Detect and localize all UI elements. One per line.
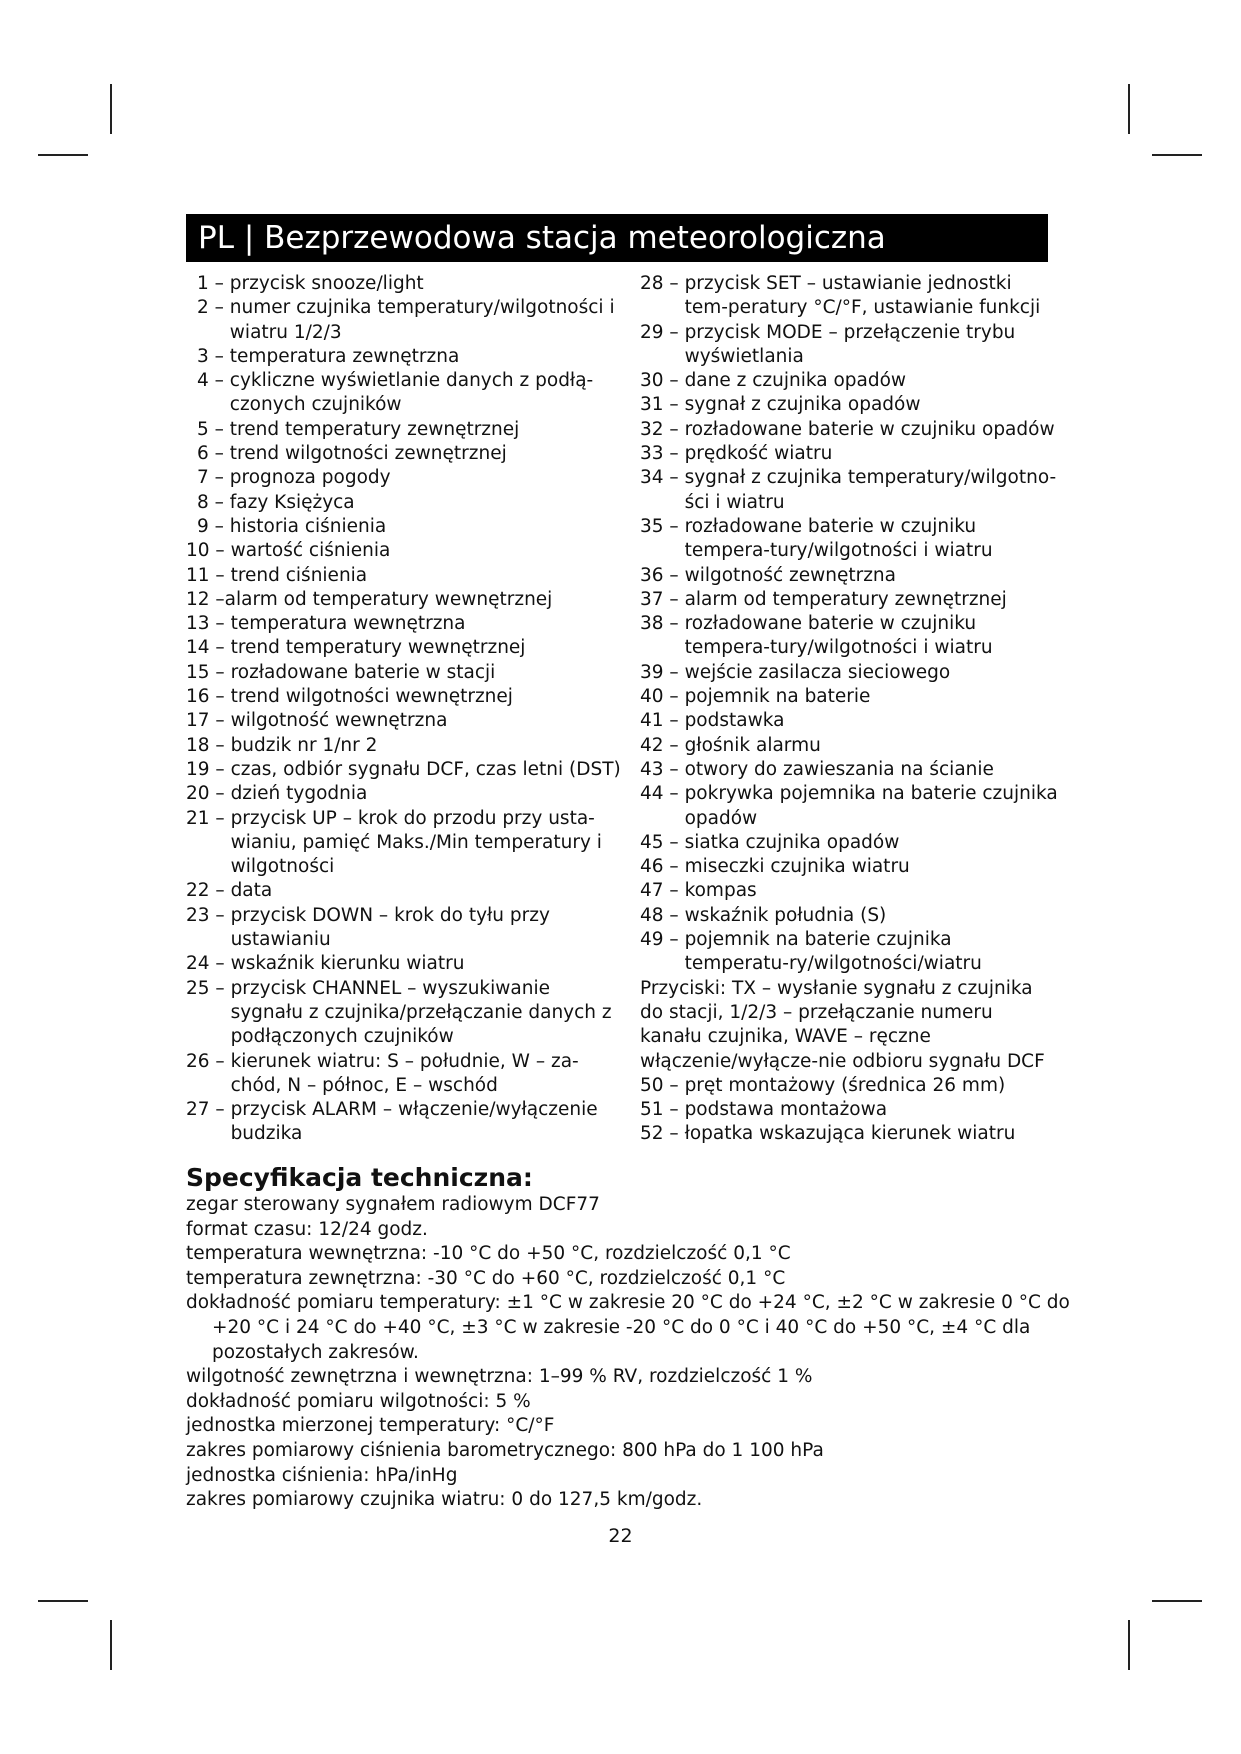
spec-section	[186, 1163, 1070, 1513]
list-item: 29 – przycisk MODE – przełączenie trybu wyświetlania	[640, 321, 1016, 367]
list-item: 33 – prędkość wiatru	[640, 443, 833, 465]
spec-line: zakres pomiarowy ciśnienia barometrycznego: 800 hPa do 1 100 hPa	[186, 1439, 824, 1461]
list-item: 43 – otwory do zawieszania na ścianie	[640, 758, 994, 780]
crop-mark	[110, 1620, 112, 1670]
spec-title: Specyfikacja techniczna:	[186, 1163, 533, 1192]
list-item: 40 – pojemnik na baterie	[640, 686, 871, 708]
list-item: 46 – miseczki czujnika wiatru	[640, 856, 910, 878]
crop-mark	[1128, 1620, 1130, 1670]
spec-line: temperatura wewnętrzna: -10 °C do +50 °C, rozdzielczość 0,1 °C	[186, 1243, 791, 1265]
list-item: 19 – czas, odbiór sygnału DCF, czas letni (DST)	[186, 758, 621, 780]
list-item: 28 – przycisk SET – ustawianie jednostki tem-peratury °C/°F, ustawianie funkcji	[640, 273, 1041, 319]
list-item: 24 – wskaźnik kierunku wiatru	[186, 953, 465, 975]
list-item: 36 – wilgotność zewnętrzna	[640, 564, 896, 586]
list-item: 50 – pręt montażowy (średnica 26 mm)	[640, 1074, 1006, 1096]
right-legend-list	[640, 272, 1060, 1147]
spec-line: zegar sterowany sygnałem radiowym DCF77	[186, 1194, 600, 1215]
list-item: 7 – prognoza pogody	[197, 467, 391, 489]
left-legend-list	[186, 272, 626, 1147]
list-item: 38 – rozładowane baterie w czujniku tempera-tury/wilgotności i wiatru	[640, 613, 993, 659]
list-item: 14 – trend temperatury wewnętrznej	[186, 637, 526, 659]
crop-mark	[38, 154, 88, 156]
list-item: 34 – sygnał z czujnika temperatury/wilgotno-ści i wiatru	[640, 467, 1057, 513]
list-item: 35 – rozładowane baterie w czujniku tempera-tury/wilgotności i wiatru	[640, 515, 993, 562]
list-item: 52 – łopatka wskazująca kierunek wiatru	[640, 1123, 1016, 1145]
list-item: 23 – przycisk DOWN – krok do tyłu przy ustawianiu	[186, 904, 550, 951]
crop-mark	[110, 84, 112, 134]
list-item: 42 – głośnik alarmu	[640, 734, 821, 756]
list-item: 30 – dane z czujnika opadów	[640, 370, 907, 392]
spec-line: dokładność pomiaru temperatury: ±1 °C w zakresie 20 °C do +24 °C, ±2 °C w zakresie 0 °C do +20 °C i 24 °C do +40 °C, ±3 °C w zakresie -20 °C do 0 °C i 40 °C do +50 °C, ±4 °C dla pozostałych zakresów.	[186, 1292, 1070, 1363]
crop-mark	[1128, 84, 1130, 134]
list-item: 39 – wejście zasilacza sieciowego	[640, 661, 951, 683]
list-item: 12 – alarm od temperatury wewnętrznej	[186, 588, 553, 610]
buttons-paragraph: Przyciski: TX – wysłanie sygnału z czujnika do stacji, 1/2/3 – przełączanie numeru kanału czujnika, WAVE – ręczne włączenie/wyłącze-nie odbioru sygnału DCF	[640, 977, 1045, 1072]
list-item: 21 – przycisk UP – krok do przodu przy usta-wianiu, pamięć Maks./Min temperatury i wilgotności	[186, 807, 602, 878]
spec-line: zakres pomiarowy czujnika wiatru: 0 do 127,5 km/godz.	[186, 1489, 703, 1511]
page-number: 22	[608, 1525, 633, 1547]
list-item: 44 – pokrywka pojemnika na baterie czujnika opadów	[640, 783, 1058, 829]
list-item: 1 – przycisk snooze/light	[197, 273, 424, 294]
page-title: PL | Bezprzewodowa stacja meteorologiczna	[186, 214, 1048, 262]
list-item: 31 – sygnał z czujnika opadów	[640, 394, 921, 416]
list-item: 8 – fazy Księżyca	[197, 491, 355, 513]
list-item: 16 – trend wilgotności wewnętrznej	[186, 686, 513, 708]
list-item: 9 – historia ciśnienia	[197, 515, 387, 537]
list-item: 48 – wskaźnik południa (S)	[640, 904, 887, 926]
list-item: 13 – temperatura wewnętrzna	[186, 613, 466, 635]
list-item: 27 – przycisk ALARM – włączenie/wyłączenie budzika	[186, 1099, 598, 1145]
list-item: 5 – trend temperatury zewnętrznej	[197, 418, 520, 440]
list-item: 4 – cykliczne wyświetlanie danych z podłą-czonych czujników	[197, 370, 594, 416]
list-item: 17 – wilgotność wewnętrzna	[186, 710, 448, 732]
list-item: 2 – numer czujnika temperatury/wilgotności i wiatru 1/2/3	[197, 297, 615, 343]
list-item: 18 – budzik nr 1/nr 2	[186, 734, 378, 756]
spec-line: jednostka mierzonej temperatury: °C/°F	[186, 1415, 555, 1437]
list-item: 11 – trend ciśnienia	[186, 564, 368, 586]
list-item: 25 – przycisk CHANNEL – wyszukiwanie sygnału z czujnika/przełączanie danych z podłączonych czujników	[186, 977, 612, 1048]
list-item: 26 – kierunek wiatru: S – południe, W – za-chód, N – północ, E – wschód	[186, 1050, 579, 1096]
list-item: 10 – wartość ciśnienia	[186, 540, 391, 562]
list-item: 37 – alarm od temperatury zewnętrznej	[640, 588, 1007, 610]
list-item: 3 – temperatura zewnętrzna	[197, 345, 460, 367]
list-item: 15 – rozładowane baterie w stacji	[186, 661, 496, 683]
list-item: 20 – dzień tygodnia	[186, 783, 368, 805]
spec-line: wilgotność zewnętrzna i wewnętrzna: 1–99 % RV, rozdzielczość 1 %	[186, 1366, 813, 1388]
crop-mark	[38, 1600, 88, 1602]
spec-line: jednostka ciśnienia: hPa/inHg	[186, 1464, 458, 1486]
list-item: 51 – podstawa montażowa	[640, 1099, 888, 1121]
crop-mark	[1152, 1600, 1202, 1602]
list-item: 45 – siatka czujnika opadów	[640, 831, 900, 853]
list-item: 41 – podstawka	[640, 710, 785, 732]
list-item: 47 – kompas	[640, 880, 757, 902]
spec-line: temperatura zewnętrzna: -30 °C do +60 °C, rozdzielczość 0,1 °C	[186, 1267, 786, 1289]
list-item: 49 – pojemnik na baterie czujnika temperatu-ry/wilgotności/wiatru	[640, 929, 982, 975]
spec-line: format czasu: 12/24 godz.	[186, 1218, 428, 1240]
list-item: 32 – rozładowane baterie w czujniku opadów	[640, 418, 1055, 440]
spec-line: dokładność pomiaru wilgotności: 5 %	[186, 1390, 531, 1412]
list-item: 22 – data	[186, 880, 273, 902]
list-item: 6 – trend wilgotności zewnętrznej	[197, 443, 507, 465]
crop-mark	[1152, 154, 1202, 156]
